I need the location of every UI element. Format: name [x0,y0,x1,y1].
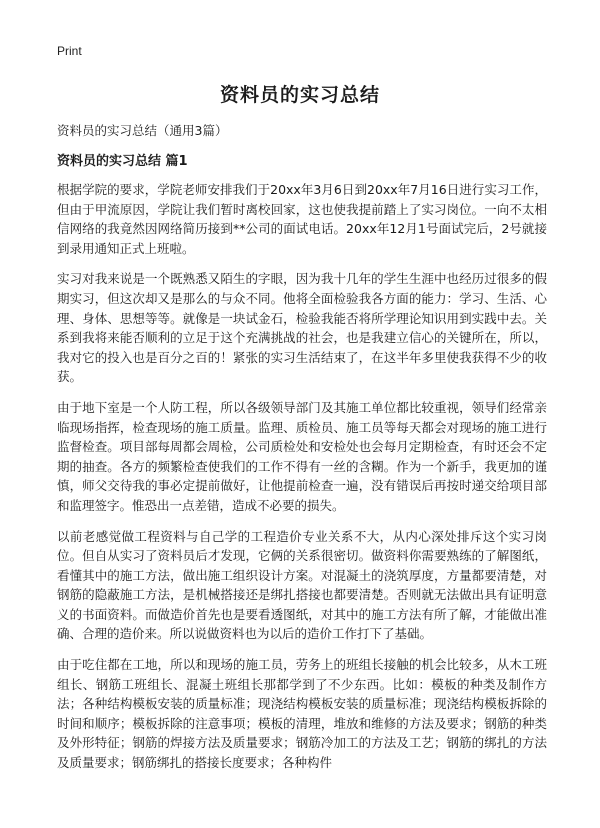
document-subtitle: 资料员的实习总结（通用3篇） [57,123,228,138]
section-heading: 资料员的实习总结 篇1 [57,154,188,169]
body-paragraph-5: 由于吃住都在工地，所以和现场的施工员，劳务上的班组长接触的机会比较多，从木工班组长、钢筋工班组长、混凝土班组长那都学到了不少东西。比如：模板的种类及制作方法；各种结构模板安装的质量标准；现浇结构模板安装的质量标准；现浇结构模板拆除的时间和顺序；模板拆除的注意事项；模板的清理，堆放和维修的方法及要求；钢筋的种类及外形特征；钢筋的焊接方法及质量要求；钢筋冷加工的方法及工艺；钢筋的绑扎的方法及质量要求；钢筋绑扎的搭接长度要求；各种构件 [57,657,547,771]
print-button[interactable]: Print [57,44,82,58]
document-body [57,180,547,784]
body-paragraph-3: 由于地下室是一个人防工程，所以各级领导部门及其施工单位都比较重视，领导们经常亲临现场指挥，检查现场的施工质量。监理、质检员、施工员等每天都会对现场的施工进行监督检查。项目部每周都会周检，公司质检处和安检处也会每月定期检查，有时还会不定期的抽查。各方的频繁检查使我们的工作不得有一丝的含糊。作为一个新手，我更加的谨慎，师父交待我的事必定提前做好，让他提前检查一遍，没有错误后再按时递交给项目部和监理签字。惟恐出一点差错，造成不必要的损失。 [57,399,547,513]
body-paragraph-2: 实习对我来说是一个既熟悉又陌生的字眼，因为我十几年的学生生涯中也经历过很多的假期实习，但这次却又是那么的与众不同。他将全面检验我各方面的能力：学习、生活、心理、身体、思想等等。就像是一块试金石，检验我能否将所学理论知识用到实践中去。关系到我将来能否顺利的立足于这个充满挑战的社会，也是我建立信心的关键所在，所以，我对它的投入也是百分之百的！紧张的实习生活结束了，在这半年多里使我获得不少的收获。 [57,271,547,385]
body-paragraph-1: 根据学院的要求，学院老师安排我们于20xx年3月6日到20xx年7月16日进行实习工作，但由于甲流原因，学院让我们暂时离校回家，这也使我提前踏上了实习岗位。一向不太相信网络的我竟然因网络简历接到**公司的面试电话。20xx年12月1号面试完后，2号就接到录用通知正式上班啦。 [57,182,547,256]
body-paragraph-4: 以前老感觉做工程资料与自己学的工程造价专业关系不大，从内心深处排斥这个实习岗位。但自从实习了资料员后才发现，它俩的关系很密切。做资料你需要熟练的了解图纸，看懂其中的施工方法，做出施工组织设计方案。对混凝土的浇筑厚度，方量都要清楚，对钢筋的隐蔽施工方法，是机械搭接还是绑扎搭接也都要清楚。否则就无法做出具有证明意义的书面资料。而做造价首先也是要看透图纸，对其中的施工方法有所了解，才能做出准确、合理的造价来。所以说做资料也为以后的造价工作打下了基础。 [57,528,547,642]
document-title: 资料员的实习总结 [219,84,380,106]
